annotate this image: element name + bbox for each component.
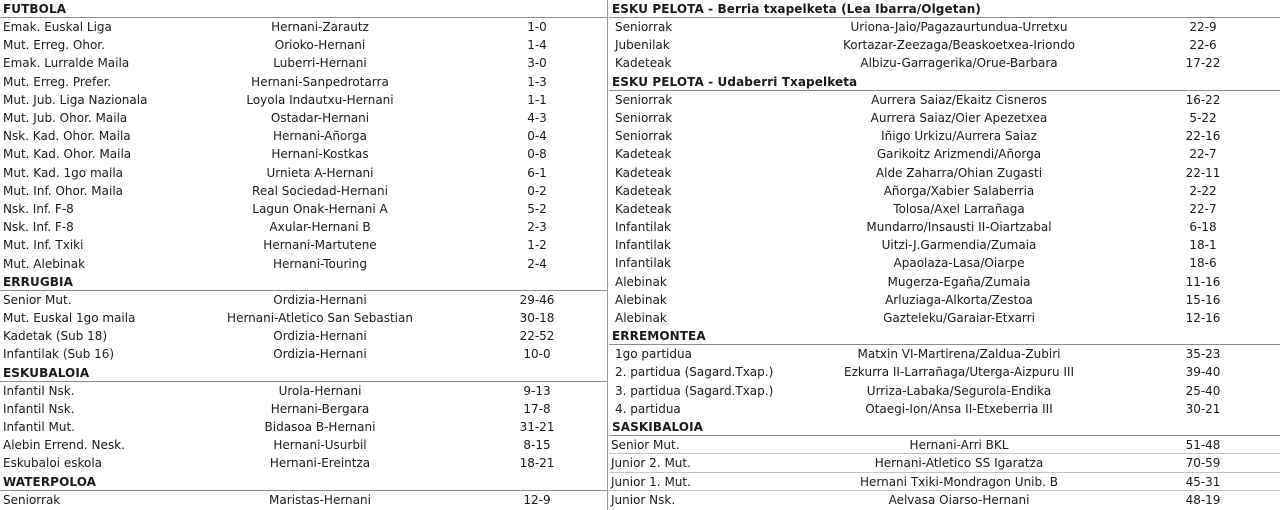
score-cell: 25-40 [1185, 383, 1221, 398]
match-cell: Hernani-Martutene [263, 238, 377, 253]
score-cell: 17-22 [1185, 56, 1221, 71]
category-cell: Seniorrak [3, 492, 61, 507]
result-row [609, 18, 1280, 36]
category-cell: Seniorrak [615, 92, 673, 107]
match-cell: Mundarro/Insausti II-Oiartzabal [866, 220, 1052, 235]
result-row [609, 236, 1280, 254]
score-cell: 18-1 [1189, 238, 1217, 253]
category-cell: Mut. Kad. Ohor. Maila [3, 147, 132, 162]
match-cell: Real Sociedad-Hernani [252, 183, 388, 198]
score-cell: 2-3 [527, 220, 547, 235]
category-cell: Infantil Nsk. [3, 401, 75, 416]
match-cell: Otaegi-Ion/Ansa II-Etxeberria III [865, 401, 1053, 416]
match-cell: Hernani-Atletico SS Igaratza [874, 456, 1044, 471]
result-row [0, 36, 607, 54]
result-row [0, 218, 607, 236]
category-cell: Kadeteak [615, 56, 672, 71]
score-cell: 5-22 [1189, 110, 1217, 125]
match-cell: Uitzi-J.Garmendia/Zumaia [881, 238, 1037, 253]
category-cell: Kadetak (Sub 18) [3, 329, 108, 344]
score-cell: 16-22 [1185, 92, 1221, 107]
match-cell: Hernani-Touring [273, 256, 367, 271]
score-cell: 4-3 [527, 111, 547, 126]
section-header: ESKU PELOTA - Berria txapelketa (Lea Ibarra/Olgetan) [609, 0, 1280, 18]
score-cell: 2-4 [527, 256, 547, 271]
section-header: ERREMONTEA [609, 327, 1280, 345]
category-cell: Alebin Errend. Nesk. [3, 438, 125, 453]
section-header: ERRUGBIA [0, 273, 607, 291]
section-eskubaloia [0, 364, 607, 473]
score-cell: 51-48 [1185, 438, 1221, 453]
result-row [609, 345, 1280, 363]
score-cell: 70-59 [1185, 456, 1221, 471]
score-cell: 9-13 [523, 383, 551, 398]
result-row [0, 418, 607, 436]
score-cell: 18-6 [1189, 256, 1217, 271]
score-cell: 3-0 [527, 56, 547, 71]
section-header: SASKIBALOIA [609, 418, 1280, 436]
result-row [609, 382, 1280, 400]
result-row [0, 491, 607, 509]
category-cell: Mut. Jub. Ohor. Maila [3, 111, 128, 126]
result-row [0, 454, 607, 472]
match-cell: Aurrera Saiaz/Ekaitz Cisneros [871, 92, 1047, 107]
result-row [609, 145, 1280, 163]
section-header: ESKU PELOTA - Udaberri Txapelketa [609, 73, 1280, 91]
category-cell: Seniorrak [615, 129, 673, 144]
category-cell: Junior 1. Mut. [611, 474, 691, 489]
score-cell: 30-21 [1185, 401, 1221, 416]
match-cell: Urola-Hernani [278, 383, 362, 398]
match-cell: Kortazar-Zeezaga/Beaskoetxea-Iriondo [842, 38, 1076, 53]
section-erremontea [609, 327, 1280, 418]
result-row [609, 109, 1280, 127]
score-cell: 22-52 [519, 329, 555, 344]
category-cell: Nsk. Kad. Ohor. Maila [3, 129, 131, 144]
result-row [609, 309, 1280, 327]
result-row [609, 436, 1280, 454]
score-cell: 0-4 [527, 129, 547, 144]
category-cell: Mut. Kad. 1go maila [3, 165, 124, 180]
category-cell: Infantilak [615, 238, 672, 253]
result-row [0, 54, 607, 72]
score-cell: 22-9 [1189, 20, 1217, 35]
match-cell: Axular-Hernani B [269, 220, 371, 235]
score-cell: 22-7 [1189, 147, 1217, 162]
match-cell: Alde Zaharra/Ohian Zugasti [875, 165, 1043, 180]
result-row [609, 164, 1280, 182]
score-cell: 10-0 [523, 347, 551, 362]
score-cell: 18-21 [519, 456, 555, 471]
score-cell: 22-16 [1185, 129, 1221, 144]
match-cell: Hernani-Atletico San Sebastian [227, 311, 413, 325]
score-cell: 1-4 [527, 38, 547, 53]
result-row [609, 400, 1280, 418]
category-cell: Seniorrak [615, 20, 673, 35]
match-cell: Orioko-Hernani [274, 38, 366, 53]
left-results-column [0, 0, 607, 510]
match-cell: Ostadar-Hernani [270, 111, 370, 126]
match-cell: Apaolaza-Lasa/Oiarpe [893, 256, 1025, 271]
score-cell: 1-0 [527, 20, 547, 35]
result-row [0, 127, 607, 145]
category-cell: Senior Mut. [611, 438, 680, 453]
category-cell: Emak. Euskal Liga [3, 20, 112, 35]
match-cell: Hernani-Usurbil [273, 438, 367, 453]
match-cell: Hernani Txiki-Mondragon Unib. B [859, 474, 1059, 489]
score-cell: 31-21 [519, 420, 555, 435]
result-row [609, 200, 1280, 218]
result-row [0, 145, 607, 163]
score-cell: 29-46 [519, 292, 555, 307]
category-cell: Nsk. Inf. F-8 [3, 201, 74, 216]
column-divider [607, 0, 608, 510]
result-row [0, 382, 607, 400]
category-cell: Mut. Alebinak [3, 256, 86, 271]
match-cell: Añorga/Xabier Salaberria [883, 183, 1035, 198]
match-cell: Urriza-Labaka/Segurola-Endika [866, 383, 1052, 398]
category-cell: Alebinak [615, 292, 667, 307]
score-cell: 45-31 [1185, 474, 1221, 489]
match-cell: Luberri-Hernani [273, 56, 367, 71]
score-cell: 15-16 [1185, 292, 1221, 307]
score-cell: 2-22 [1189, 183, 1217, 198]
score-cell: 1-1 [527, 92, 547, 107]
score-cell: 22-7 [1189, 201, 1217, 216]
result-row [609, 54, 1280, 72]
result-row [0, 345, 607, 363]
match-cell: Loyola Indautxu-Hernani [246, 92, 394, 107]
score-cell: 0-8 [527, 147, 547, 162]
category-cell: Eskubaloi eskola [3, 456, 102, 471]
result-row [0, 18, 607, 36]
match-cell: Mugerza-Egaña/Zumaia [887, 274, 1031, 289]
category-cell: Kadeteak [615, 201, 672, 216]
category-cell: Emak. Lurralde Maila [3, 56, 130, 71]
result-row [609, 127, 1280, 145]
match-cell: Hernani-Arri BKL [909, 438, 1009, 453]
category-cell: Mut. Erreg. Prefer. [3, 74, 112, 89]
score-cell: 8-15 [523, 438, 551, 453]
score-cell: 12-9 [523, 492, 551, 507]
result-row [609, 182, 1280, 200]
match-cell: Urnieta A-Hernani [266, 165, 374, 180]
match-cell: Matxin VI-Martirena/Zaldua-Zubiri [857, 347, 1061, 362]
match-cell: Ordizia-Hernani [273, 292, 367, 307]
result-row [0, 109, 607, 127]
score-cell: 22-11 [1185, 165, 1221, 180]
result-row [0, 291, 607, 309]
match-cell: Arluziaga-Alkorta/Zestoa [885, 292, 1033, 307]
match-cell: Gazteleku/Garaiar-Etxarri [883, 311, 1035, 325]
score-cell: 35-23 [1185, 347, 1221, 362]
match-cell: Garikoitz Arizmendi/Añorga [876, 147, 1042, 162]
category-cell: 1go partidua [615, 347, 692, 362]
category-cell: Mut. Jub. Liga Nazionala [3, 92, 148, 107]
category-cell: Alebinak [615, 311, 667, 325]
match-cell: Bidasoa B-Hernani [264, 420, 376, 435]
score-cell: 6-18 [1189, 220, 1217, 235]
result-row [0, 327, 607, 345]
result-row [609, 363, 1280, 381]
result-row [0, 236, 607, 254]
right-results-column [609, 0, 1280, 510]
score-cell: 11-16 [1185, 274, 1221, 289]
result-row [0, 400, 607, 418]
category-cell: 3. partidua (Sagard.Txap.) [615, 383, 774, 398]
section-header: WATERPOLOA [0, 473, 607, 491]
match-cell: Ordizia-Hernani [273, 347, 367, 362]
score-cell: 12-16 [1185, 311, 1221, 325]
match-cell: Hernani-Bergara [270, 401, 370, 416]
section-header: FUTBOLA [0, 0, 607, 18]
match-cell: Hernani-Añorga [273, 129, 367, 144]
score-cell: 0-2 [527, 183, 547, 198]
category-cell: Mut. Inf. Txiki [3, 238, 84, 253]
match-cell: Tolosa/Axel Larrañaga [893, 201, 1025, 216]
category-cell: Infantilak (Sub 16) [3, 347, 115, 362]
match-cell: Uriona-Jaio/Pagazaurtundua-Urretxu [850, 20, 1068, 35]
match-cell: Ezkurra II-Larrañaga/Uterga-Aizpuru III [844, 365, 1074, 380]
category-cell: 4. partidua [615, 401, 681, 416]
result-row [609, 36, 1280, 54]
result-row [0, 255, 607, 273]
section-esku-pelota-berria-txapelketa-lea-ibarra-olgetan [609, 0, 1280, 73]
category-cell: Mut. Inf. Ohor. Maila [3, 183, 123, 198]
match-cell: Iñigo Urkizu/Aurrera Saiaz [881, 129, 1037, 144]
category-cell: Mut. Erreg. Ohor. [3, 38, 105, 53]
category-cell: Kadeteak [615, 165, 672, 180]
score-cell: 30-18 [519, 311, 555, 325]
result-row [609, 273, 1280, 291]
match-cell: Albizu-Garragerika/Orue-Barbara [860, 56, 1058, 71]
section-header: ESKUBALOIA [0, 364, 607, 382]
match-cell: Lagun Onak-Hernani A [252, 201, 388, 216]
match-cell: Ordizia-Hernani [273, 329, 367, 344]
category-cell: Alebinak [615, 274, 667, 289]
match-cell: Maristas-Hernani [269, 492, 371, 507]
category-cell: Jubenilak [615, 38, 670, 53]
section-errugbia [0, 273, 607, 364]
score-cell: 5-2 [527, 201, 547, 216]
category-cell: Infantil Mut. [3, 420, 75, 435]
section-futbola [0, 0, 607, 273]
score-cell: 1-2 [527, 238, 547, 253]
category-cell: Seniorrak [615, 110, 673, 125]
result-row [0, 73, 607, 91]
category-cell: Infantilak [615, 220, 672, 235]
score-cell: 17-8 [523, 401, 551, 416]
match-cell: Aelvasa Oiarso-Hernani [888, 492, 1030, 507]
result-row [0, 182, 607, 200]
result-row [0, 309, 607, 327]
score-cell: 6-1 [527, 165, 547, 180]
section-saskibaloia [609, 418, 1280, 509]
category-cell: Kadeteak [615, 147, 672, 162]
match-cell: Hernani-Ereintza [269, 456, 371, 471]
category-cell: Infantil Nsk. [3, 383, 75, 398]
category-cell: Kadeteak [615, 183, 672, 198]
result-row [609, 91, 1280, 109]
category-cell: Junior Nsk. [611, 492, 676, 507]
result-row [609, 473, 1280, 491]
score-cell: 1-3 [527, 74, 547, 89]
score-cell: 39-40 [1185, 365, 1221, 380]
match-cell: Hernani-Zarautz [271, 20, 369, 35]
score-cell: 22-6 [1189, 38, 1217, 53]
result-row [609, 254, 1280, 272]
category-cell: Mut. Euskal 1go maila [3, 311, 136, 325]
category-cell: Junior 2. Mut. [611, 456, 691, 471]
result-row [0, 200, 607, 218]
result-row [609, 218, 1280, 236]
result-row [0, 436, 607, 454]
category-cell: Nsk. Inf. F-8 [3, 220, 74, 235]
section-esku-pelota-udaberri-txapelketa [609, 73, 1280, 328]
category-cell: 2. partidua (Sagard.Txap.) [615, 365, 774, 380]
category-cell: Infantilak [615, 256, 672, 271]
result-row [0, 164, 607, 182]
match-cell: Hernani-Kostkas [271, 147, 369, 162]
match-cell: Hernani-Sanpedrotarra [251, 74, 389, 89]
result-row [0, 91, 607, 109]
match-cell: Aurrera Saiaz/Oier Apezetxea [870, 110, 1048, 125]
section-waterpoloa [0, 473, 607, 509]
result-row [609, 291, 1280, 309]
category-cell: Senior Mut. [3, 292, 72, 307]
result-row [609, 454, 1280, 472]
result-row [609, 491, 1280, 509]
score-cell: 48-19 [1185, 492, 1221, 507]
